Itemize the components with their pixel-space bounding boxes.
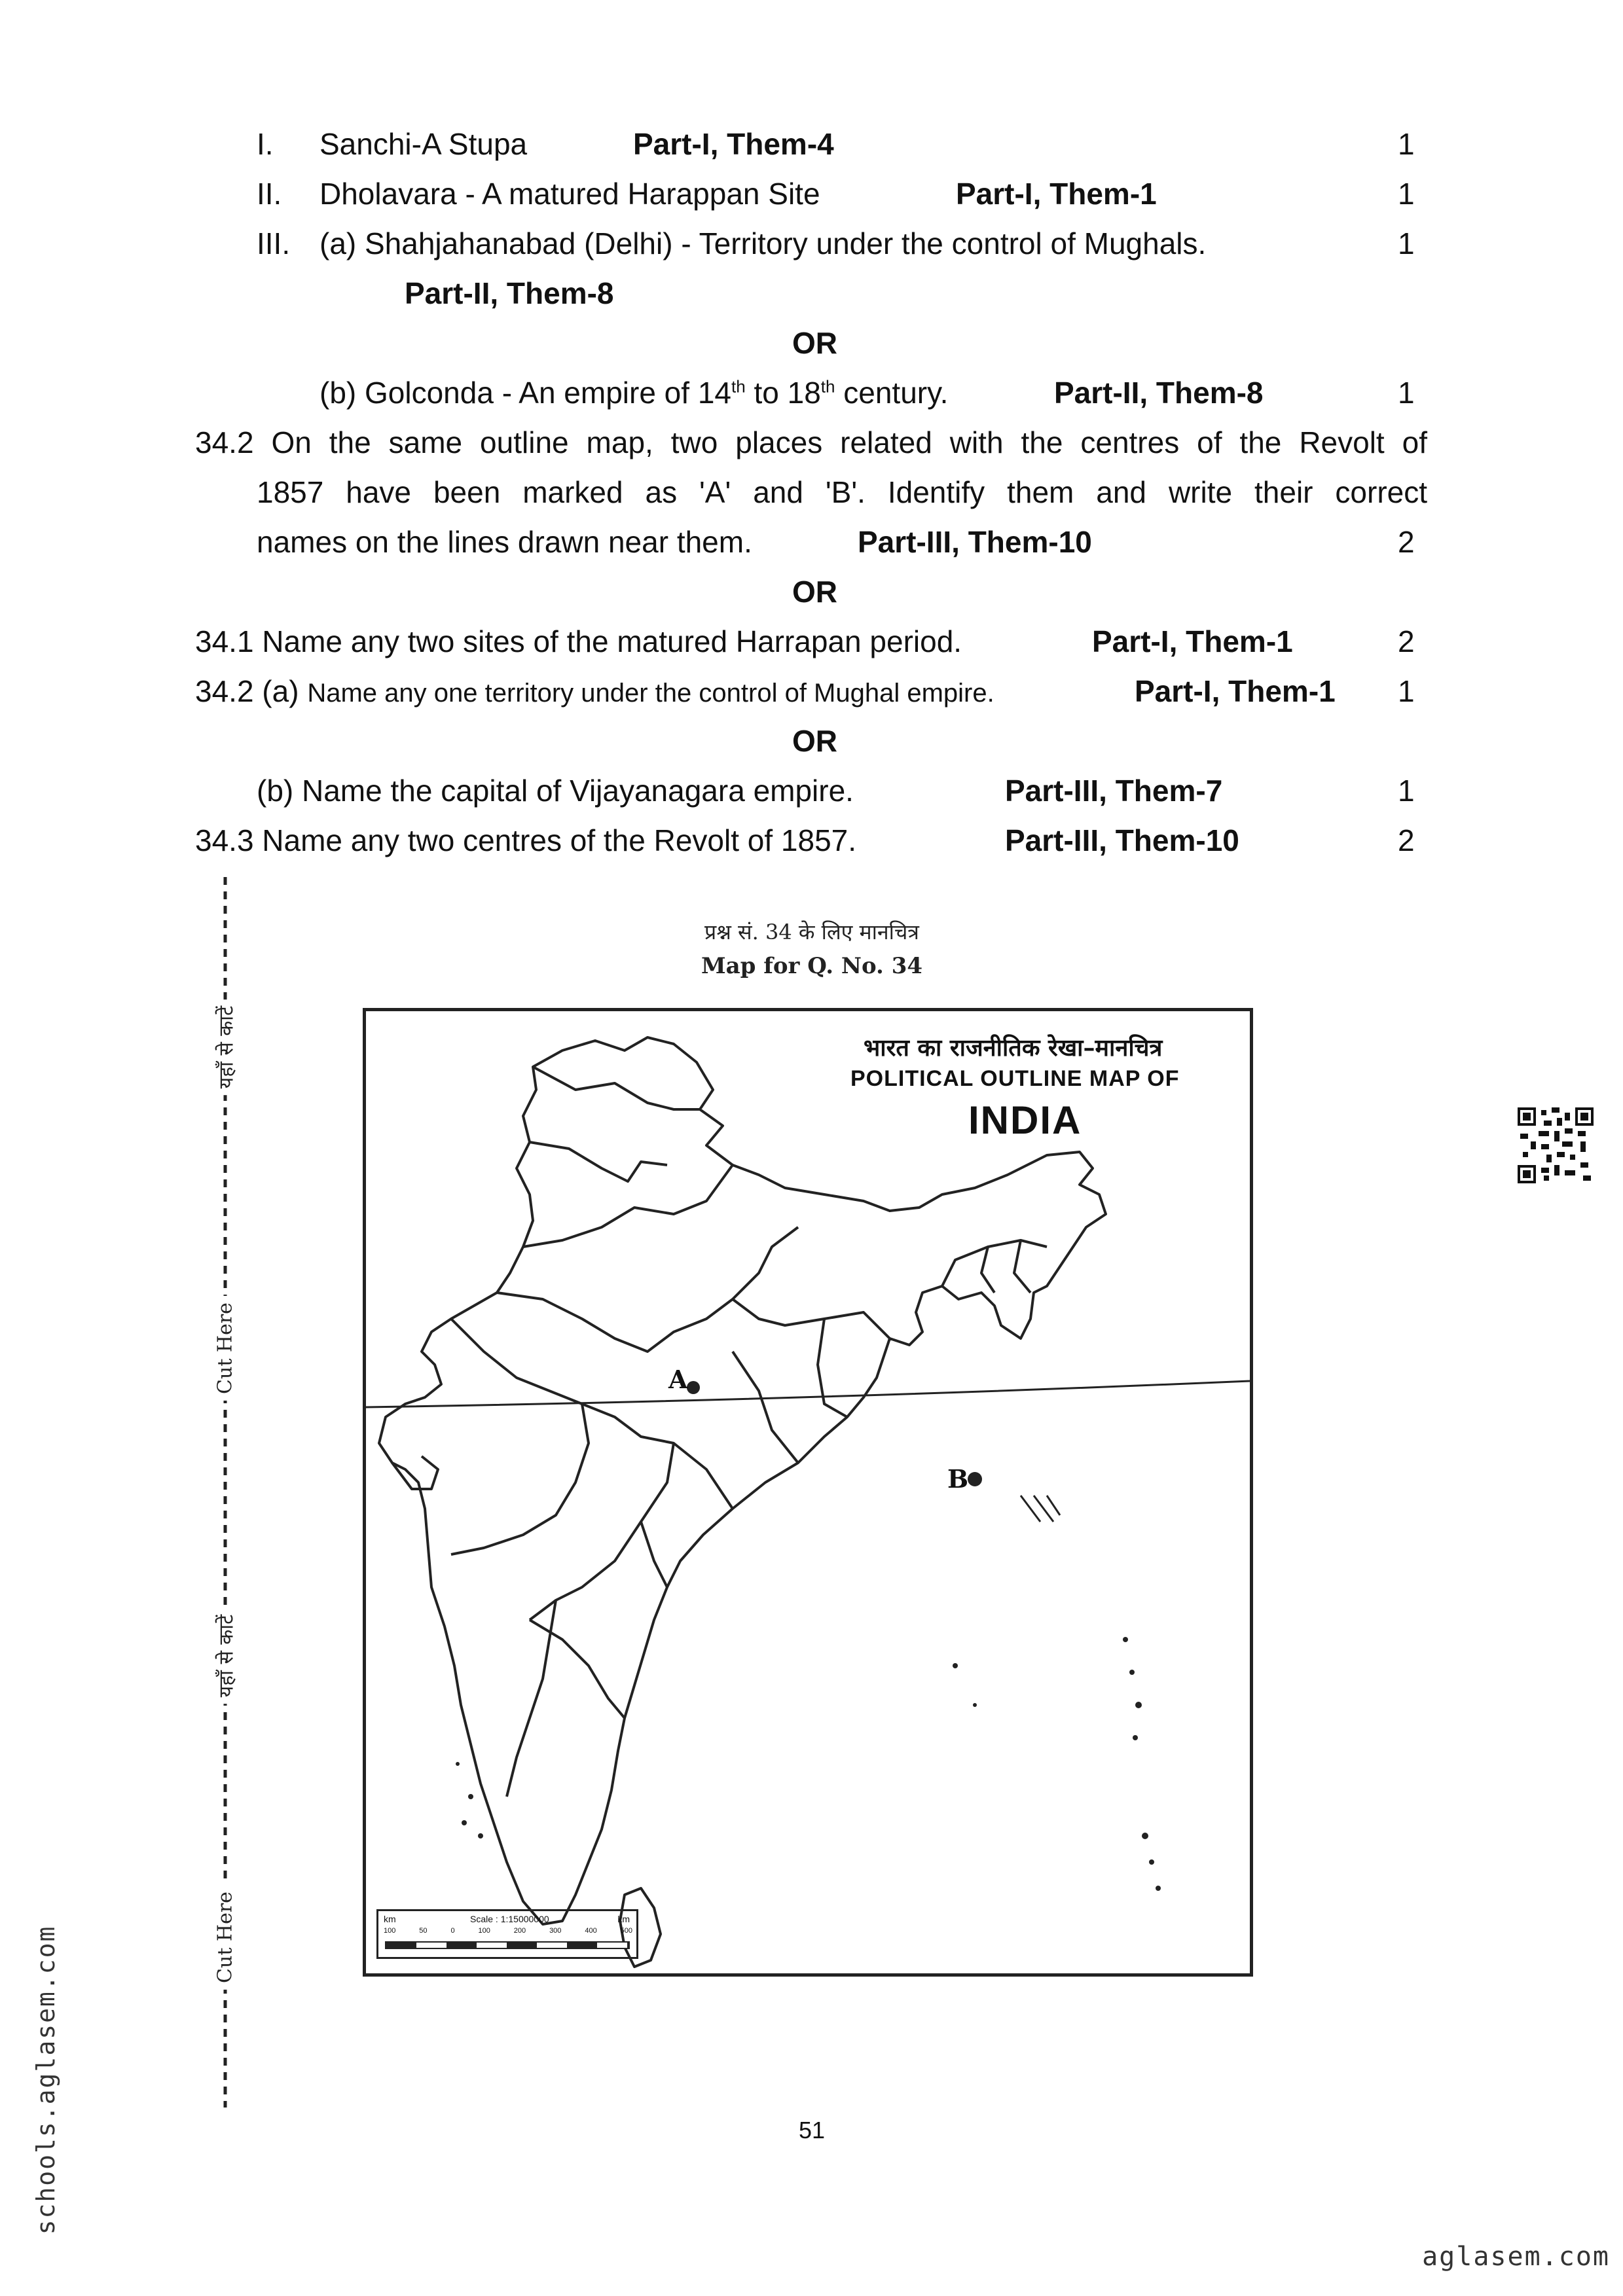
alt-q2-ref: Part-I, Them-1 (1135, 674, 1336, 708)
alt-q4-ref: Part-III, Them-10 (1005, 823, 1239, 857)
alt-q4-marks: 2 (1398, 823, 1415, 857)
alt-q3-marks: 1 (1398, 774, 1415, 808)
scale-bar (385, 1941, 630, 1949)
tropic-of-cancer (366, 1381, 1250, 1407)
cut-label-hindi-1: यहाँ से काटें (212, 999, 239, 1095)
scale-tick: 400 (585, 1927, 597, 1935)
alt-q3-ref: Part-III, Them-7 (1005, 774, 1223, 808)
scale-tick: 0 (450, 1927, 455, 1935)
answer-2-ref: Part-I, Them-1 (956, 177, 1157, 211)
marker-a-label: A (668, 1365, 688, 1394)
q342-marks: 2 (1398, 525, 1415, 559)
map-caption-hindi: प्रश्न सं. 34 के लिए मानचित्र (704, 920, 919, 944)
cut-label-english-1: Cut Here (214, 1296, 237, 1401)
scale-km-left: km (384, 1914, 396, 1924)
golconda-line: (b) Golconda - An empire of 14th to 18th century. (319, 376, 949, 410)
cut-label-english-2: Cut Here (214, 1885, 237, 1990)
map-title-hindi: भारत का राजनीतिक रेखा–मानचित्र (864, 1034, 1163, 1062)
q342-line-3: names on the lines drawn near them. (257, 525, 752, 559)
scale-tick: 200 (513, 1927, 526, 1935)
page-number: 51 (798, 2117, 826, 2144)
india-outline-map (366, 1011, 1250, 1973)
golconda-marks: 1 (1398, 376, 1415, 410)
answer-3-text: (a) Shahjahanabad (Delhi) - Territory under the control of Mughals. (319, 226, 1207, 260)
q342-ref: Part-III, Them-10 (858, 525, 1092, 559)
scale-km-right: km (617, 1914, 630, 1924)
alt-q2-text: 34.2 (a) Name any one territory under the control of Mughal empire. (195, 674, 994, 708)
answer-1-marks: 1 (1398, 127, 1415, 161)
or-label-3: OR (792, 724, 837, 758)
or-label-1: OR (792, 326, 837, 360)
map-scale-box (376, 1909, 638, 1959)
map-frame (363, 1008, 1253, 1977)
alt-q4-text: 34.3 Name any two centres of the Revolt of 1857. (195, 823, 857, 857)
or-label-2: OR (792, 575, 837, 609)
scale-tick: 100 (384, 1927, 396, 1935)
scale-ticks (384, 1927, 632, 1935)
q342-line-2: 1857 have been marked as 'A' and 'B'. Identify them and write their correct (257, 475, 1427, 509)
answer-1-ref: Part-I, Them-4 (633, 127, 834, 161)
watermark-corner: aglasem.com (1422, 2242, 1610, 2272)
cut-label-hindi-2: यहाँ से काटें (212, 1608, 239, 1704)
marker-a-dot (687, 1381, 700, 1394)
scale-tick: 100 (478, 1927, 490, 1935)
answer-1-num: I. (257, 127, 274, 161)
answer-3-ref: Part-II, Them-8 (405, 276, 614, 310)
alt-q2-marks: 1 (1398, 674, 1415, 708)
qr-code (1518, 1107, 1594, 1183)
alt-q1-text: 34.1 Name any two sites of the matured Harrapan period. (195, 624, 962, 658)
map-title-country: INDIA (968, 1098, 1082, 1142)
golconda-ref: Part-II, Them-8 (1054, 376, 1264, 410)
map-title-english: POLITICAL OUTLINE MAP OF (850, 1066, 1180, 1091)
alt-q1-ref: Part-I, Them-1 (1092, 624, 1293, 658)
alt-q3-text: (b) Name the capital of Vijayanagara empire. (257, 774, 854, 808)
marker-b-dot (968, 1472, 982, 1486)
answer-1-text: Sanchi-A Stupa (319, 127, 528, 161)
scale-tick: 300 (549, 1927, 562, 1935)
answer-3-num: III. (257, 226, 291, 260)
india-outline (379, 1037, 1106, 1924)
map-caption-english: Map for Q. No. 34 (701, 953, 923, 979)
marker-b-label: B (947, 1464, 969, 1494)
answer-2-text: Dholavara - A matured Harappan Site (319, 177, 820, 211)
answer-2-num: II. (257, 177, 282, 211)
alt-q1-marks: 2 (1398, 624, 1415, 658)
q342-line-1: 34.2 On the same outline map, two places related with the centres of the Revolt of (195, 425, 1427, 459)
answer-2-marks: 1 (1398, 177, 1415, 211)
watermark-side: schools.aglasem.com (31, 1925, 60, 2235)
scale-tick: 50 (419, 1927, 428, 1935)
scale-tick: 500 (620, 1927, 632, 1935)
scale-text: Scale : 1:15000000 (470, 1914, 549, 1924)
answer-3-marks: 1 (1398, 226, 1415, 260)
